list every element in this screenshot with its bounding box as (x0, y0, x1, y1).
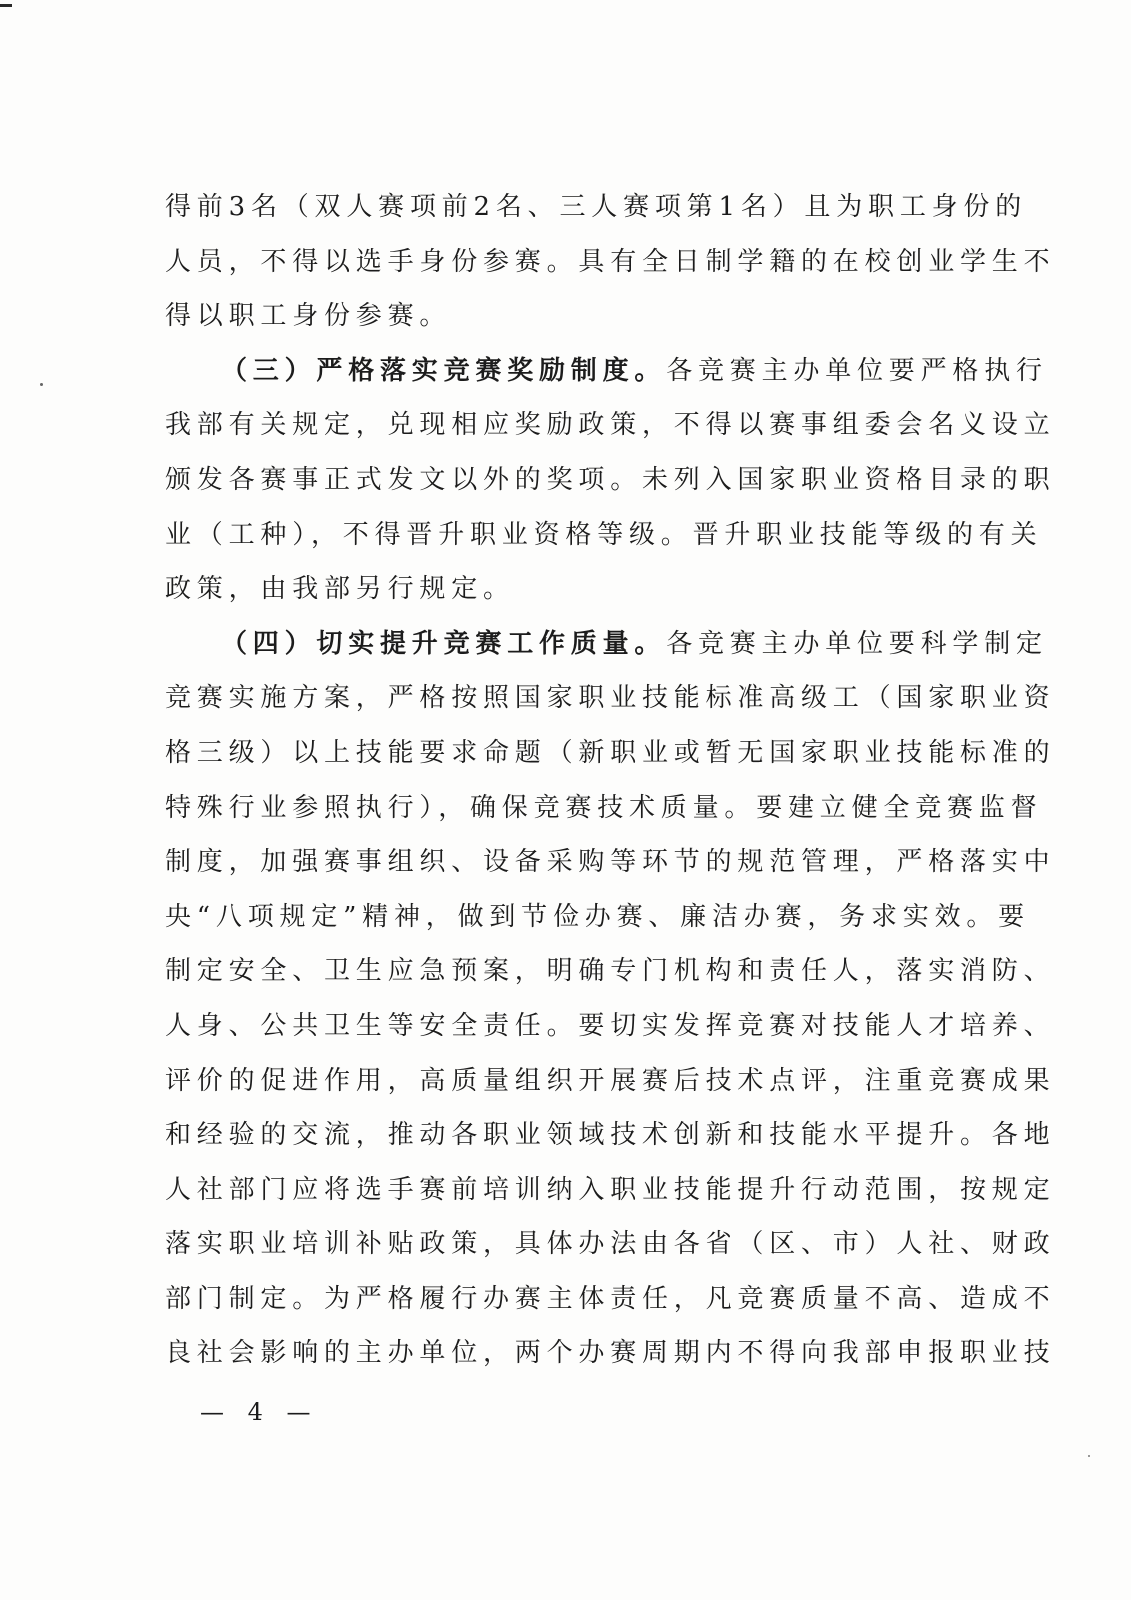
text-line: 得以职工身份参赛。 (165, 301, 452, 332)
text-line: 竞赛实施方案，严格按照国家职业技能标准高级工（国家职业资 (165, 683, 1056, 714)
section-3-lead: 各竞赛主办单位要严格执行 (666, 355, 1048, 386)
section-heading-line (165, 344, 1048, 399)
text-line: 得前3名（双人赛项前2名、三人赛项第1名）且为职工身份的 (165, 192, 1028, 222)
text-line: 政策，由我部另行规定。 (165, 574, 515, 605)
text-line: 部门制定。为严格履行办赛主体责任，凡竞赛质量不高、造成不 (165, 1283, 1056, 1314)
text-line: 特殊行业参照执行），确保竞赛技术质量。要建立健全竞赛监督 (165, 792, 1043, 823)
text-line: 颁发各赛事正式发文以外的奖项。未列入国家职业资格目录的职 (165, 464, 1056, 495)
text-line: 人身、公共卫生等安全责任。要切实发挥竞赛对技能人才培养、 (165, 1010, 1056, 1041)
text-line: 格三级）以上技能要求命题（新职业或暂无国家职业技能标准的 (165, 737, 1056, 768)
scan-speck (1088, 1455, 1090, 1457)
text-line: 人员，不得以选手身份参赛。具有全日制学籍的在校创业学生不 (165, 246, 1056, 277)
section-4-heading: （四）切实提升竞赛工作质量。 (221, 628, 667, 659)
section-3-heading: （三）严格落实竞赛奖励制度。 (221, 355, 667, 386)
text-line: 良社会影响的主办单位，两个办赛周期内不得向我部申报职业技 (165, 1338, 1056, 1369)
section-heading-line (165, 617, 1048, 672)
scan-edge-mark (0, 4, 12, 7)
text-line: 落实职业培训补贴政策，具体办法由各省（区、市）人社、财政 (165, 1229, 1056, 1260)
text-line: 人社部门应将选手赛前培训纳入职业技能提升行动范围，按规定 (165, 1174, 1056, 1205)
text-line: 我部有关规定，兑现相应奖励政策，不得以赛事组委会名义设立 (165, 410, 1056, 441)
text-line: 制度，加强赛事组织、设备采购等环节的规范管理，严格落实中 (165, 847, 1056, 878)
page-number: — 4 — (200, 1398, 319, 1426)
text-line: 制定安全、卫生应急预案，明确专门机构和责任人，落实消防、 (165, 956, 1056, 987)
document-body (165, 180, 1056, 1381)
section-4-lead: 各竞赛主办单位要科学制定 (666, 628, 1048, 659)
text-line: 央“八项规定”精神，做到节俭办赛、廉洁办赛，务求实效。要 (165, 901, 1030, 932)
text-line: 评价的促进作用，高质量组织开展赛后技术点评，注重竞赛成果 (165, 1065, 1056, 1096)
text-line: 和经验的交流，推动各职业领域技术创新和技能水平提升。各地 (165, 1120, 1056, 1151)
text-line: 业（工种），不得晋升职业资格等级。晋升职业技能等级的有关 (165, 519, 1043, 550)
scan-speck (40, 383, 43, 386)
